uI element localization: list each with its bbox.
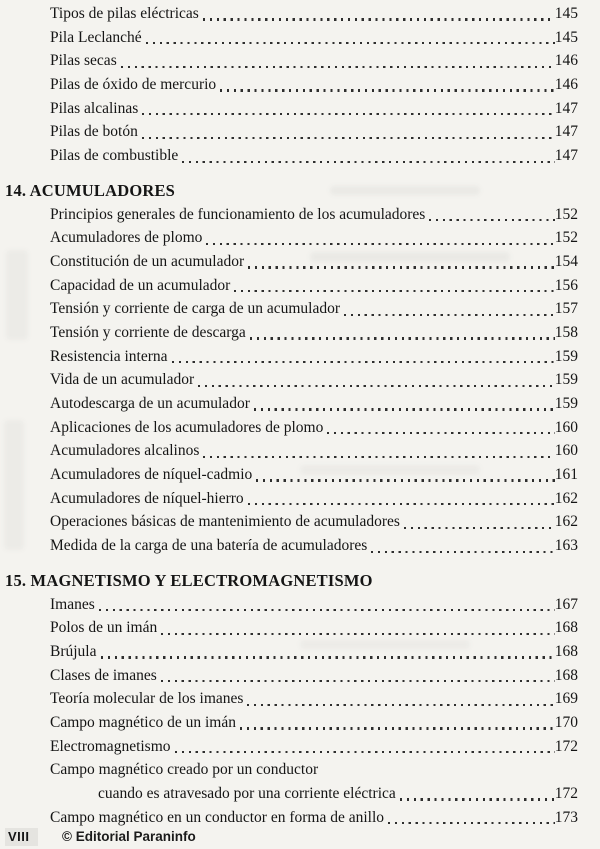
toc-entry-line1	[50, 758, 578, 782]
toc-entry-page: 159	[554, 395, 578, 412]
toc-entry	[50, 616, 578, 640]
toc-entry	[50, 392, 578, 416]
toc-entry-title: Campo magnético en un conductor en forma de anillo	[50, 808, 385, 826]
toc-entry-line2	[50, 782, 578, 806]
dotted-leader	[254, 408, 555, 410]
dotted-leader	[404, 527, 555, 529]
toc-entry-title-continued: cuando es atravesado por una corriente eléctrica	[98, 785, 396, 802]
dotted-leader	[198, 385, 555, 387]
dotted-leader	[344, 314, 555, 316]
toc-entry-page: 152	[554, 229, 578, 247]
dotted-leader	[161, 633, 555, 635]
page-footer	[0, 828, 600, 846]
toc-entry-page: 168	[554, 619, 578, 637]
toc-entry-title: Pilas de óxido de mercurio	[50, 76, 217, 94]
toc-entry	[50, 2, 578, 26]
toc-entry	[50, 226, 578, 250]
toc-entry	[50, 26, 578, 50]
toc-entry-title: Clases de imanes	[50, 666, 157, 684]
dotted-leader	[175, 751, 555, 753]
toc-entry-page: 167	[554, 595, 578, 613]
toc-entry	[50, 487, 578, 511]
dotted-leader	[388, 822, 555, 824]
toc-entry-title: Operaciones básicas de mantenimiento de acumuladores	[50, 513, 400, 531]
dotted-leader	[400, 798, 555, 800]
toc-entry-title: Polos de un imán	[50, 619, 158, 637]
dotted-leader	[240, 727, 555, 729]
toc-entry	[50, 49, 578, 73]
toc-entry-page: 154	[554, 252, 578, 270]
dotted-leader	[161, 680, 555, 682]
toc-entry-title: Electromagnetismo	[50, 737, 171, 755]
dotted-leader	[182, 161, 554, 163]
dotted-leader	[250, 337, 555, 339]
dotted-leader	[248, 503, 555, 505]
toc-entry	[50, 297, 578, 321]
toc-entry	[50, 640, 578, 664]
toc-entry-page: 168	[554, 666, 578, 684]
toc-entry	[50, 711, 578, 735]
toc-entry-page: 160	[554, 418, 578, 436]
toc-entry-page: 147	[554, 99, 578, 117]
toc-entry-page: 152	[554, 205, 578, 223]
toc-entry	[50, 274, 578, 298]
toc-entry-page: 162	[554, 489, 578, 507]
toc-entry-page: 168	[554, 642, 578, 660]
toc-entry-title: Medida de la carga de una batería de acumuladores	[50, 537, 368, 555]
toc-entry-title: Pilas de combustible	[50, 147, 179, 165]
toc-entry	[50, 203, 578, 227]
toc-entry	[50, 416, 578, 440]
dotted-leader	[146, 42, 555, 44]
chapter-heading-14: 14. ACUMULADORES	[5, 180, 176, 200]
toc-entry	[50, 144, 578, 168]
toc-entry-title: Aplicaciones de los acumuladores de plomo	[50, 418, 324, 436]
toc-entry	[50, 534, 578, 558]
dotted-leader	[101, 656, 555, 658]
toc-entry-title: Acumuladores alcalinos	[50, 442, 200, 460]
toc-entry-title: Acumuladores de níquel-hierro	[50, 489, 244, 507]
toc-entry	[50, 250, 578, 274]
toc-entry	[50, 368, 578, 392]
toc-entry	[50, 120, 578, 144]
toc-entry-page: 146	[554, 76, 578, 94]
scan-artifact	[4, 420, 24, 550]
dotted-leader	[142, 137, 555, 139]
dotted-leader	[206, 243, 554, 245]
toc-entry-title: Principios generales de funcionamiento de los acumuladores	[50, 205, 426, 223]
toc-entry-page: 162	[554, 513, 578, 531]
toc-entry-title: Constitución de un acumulador	[50, 252, 245, 270]
toc-entry-page: 173	[554, 808, 578, 826]
dotted-leader	[429, 219, 554, 221]
toc-entry-page: 147	[554, 147, 578, 165]
toc-entry-page: 146	[554, 52, 578, 70]
toc-entry-title: Campo magnético creado por un conductor	[50, 761, 319, 779]
toc-entry-page: 172	[554, 785, 578, 802]
toc-entry	[50, 510, 578, 534]
toc-entry-title: Tensión y corriente de carga de un acumulador	[50, 300, 340, 318]
dotted-leader	[371, 551, 554, 553]
chapter-heading-15: 15. MAGNETISMO Y ELECTROMAGNETISMO	[5, 570, 373, 590]
dotted-leader	[121, 66, 555, 68]
toc-entry-page: 147	[554, 123, 578, 141]
toc-entry	[50, 73, 578, 97]
toc-entry-page: 145	[554, 28, 578, 46]
toc-entry-title: Campo magnético de un imán	[50, 713, 236, 731]
toc-entry-page: 156	[554, 276, 578, 294]
toc-entry-title: Pila Leclanché	[50, 28, 142, 46]
toc-entry-page: 172	[554, 737, 578, 755]
toc-entry-title: Capacidad de un acumulador	[50, 276, 231, 294]
dotted-leader	[247, 704, 554, 706]
toc-entry	[50, 463, 578, 487]
dotted-leader	[234, 290, 554, 292]
toc-entry-title: Autodescarga de un acumulador	[50, 395, 250, 412]
toc-entry-page: 170	[554, 713, 578, 731]
dotted-leader	[327, 432, 554, 434]
toc-entry-page: 163	[554, 537, 578, 555]
toc-entry-title: Pilas de botón	[50, 123, 138, 141]
toc-entry-title: Imanes	[50, 595, 95, 613]
dotted-leader	[203, 18, 555, 20]
toc-entry-page: 161	[554, 466, 578, 484]
toc-entry-title: Tipos de pilas eléctricas	[50, 5, 199, 22]
toc-entry-page: 145	[554, 5, 578, 22]
dotted-leader	[256, 479, 554, 481]
toc-entry-page: 159	[554, 347, 578, 365]
toc-entry-title: Pilas secas	[50, 52, 117, 70]
scan-artifact	[6, 250, 28, 340]
dotted-leader	[248, 266, 555, 268]
toc-entry	[50, 439, 578, 463]
toc-entry	[50, 593, 578, 617]
dotted-leader	[142, 113, 555, 115]
toc-entry-title: Teoría molecular de los imanes	[50, 690, 244, 708]
toc-entry-title: Brújula	[50, 642, 97, 660]
dotted-leader	[203, 456, 554, 458]
toc-entry	[50, 664, 578, 688]
toc-entry-page: 157	[554, 300, 578, 318]
toc-entry-page: 159	[554, 371, 578, 389]
copyright-notice: © Editorial Paraninfo	[62, 829, 196, 844]
toc-entry-title: Vida de un acumulador	[50, 371, 195, 389]
toc-entry-title: Tensión y corriente de descarga	[50, 323, 246, 341]
dotted-leader	[220, 89, 555, 91]
dotted-leader	[99, 609, 555, 611]
toc-entry-page: 169	[554, 690, 578, 708]
toc-entry	[50, 97, 578, 121]
toc-entry	[50, 735, 578, 759]
dotted-leader	[172, 361, 555, 363]
toc-entry	[50, 806, 578, 830]
toc-entry-title: Pilas alcalinas	[50, 99, 139, 117]
toc-entry	[50, 321, 578, 345]
toc-entry-page: 160	[554, 442, 578, 460]
folio-page-number: VIII	[5, 828, 38, 846]
toc-entry-title: Resistencia interna	[50, 347, 168, 365]
toc-entry	[50, 687, 578, 711]
toc-entry-title: Acumuladores de níquel-cadmio	[50, 466, 253, 484]
toc-entry	[50, 345, 578, 369]
toc-entry-page: 158	[554, 323, 578, 341]
toc-entry-title: Acumuladores de plomo	[50, 229, 203, 247]
